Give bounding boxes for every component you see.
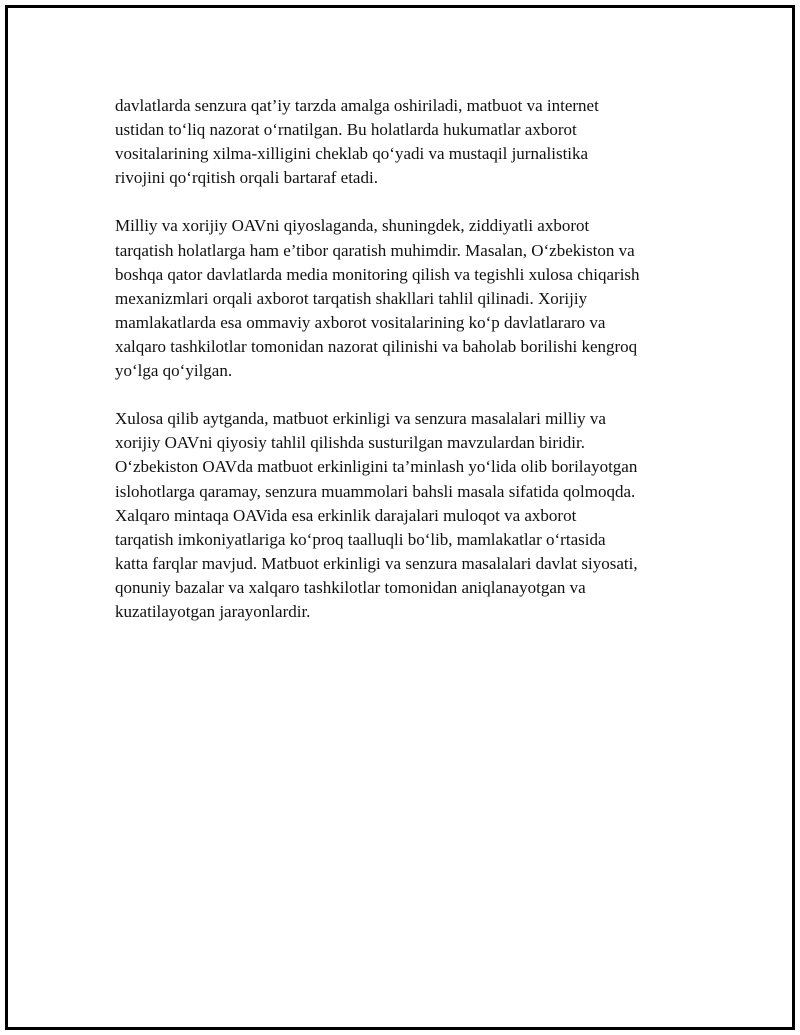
text-line: yo‘lga qo‘yilgan.	[115, 361, 233, 381]
text-line: ustidan to‘liq nazorat o‘rnatilgan. Bu holatlarda hukumatlar axborot	[115, 120, 577, 140]
text-line: islohotlarga qaramay, senzura muammolari bahsli masala sifatida qolmoqda.	[115, 481, 636, 501]
text-line: davlatlarda senzura qat’iy tarzda amalga oshiriladi, matbuot va internet	[115, 96, 599, 115]
text-line: katta farqlar mavjud. Matbuot erkinligi va senzura masalalari davlat siyosati,	[115, 553, 638, 573]
text-line: qonuniy bazalar va xalqaro tashkilotlar tomonidan aniqlanayotgan va	[115, 577, 586, 597]
text-line: rivojini qo‘rqitish orqali bartaraf etadi.	[115, 168, 378, 188]
paragraph-1	[115, 94, 715, 190]
paragraph-3	[115, 407, 715, 624]
document-body	[115, 94, 715, 648]
text-line: tarqatish imkoniyatlariga ko‘proq taalluqli bo‘lib, mamlakatlar o‘rtasida	[115, 529, 606, 549]
text-line: xorijiy OAVni qiyosiy tahlil qilishda susturilgan mavzulardan biridir.	[115, 433, 585, 453]
paragraph-2	[115, 214, 715, 383]
text-line: O‘zbekiston OAVda matbuot erkinligini ta’minlash yo‘lida olib borilayotgan	[115, 457, 638, 477]
text-line: mamlakatlarda esa ommaviy axborot vositalarining ko‘p davlatlararo va	[115, 312, 606, 332]
text-line: xalqaro tashkilotlar tomonidan nazorat qilinishi va baholab borilishi kengroq	[115, 336, 638, 356]
text-line: Xalqaro mintaqa OAVida esa erkinlik darajalari muloqot va axborot	[115, 505, 577, 525]
text-line: mexanizmlari orqali axborot tarqatish shakllari tahlil qilinadi. Xorijiy	[115, 288, 588, 308]
text-line: kuzatilayotgan jarayonlardir.	[115, 601, 311, 621]
text-line: Xulosa qilib aytganda, matbuot erkinligi va senzura masalalari milliy va	[115, 409, 606, 429]
text-line: boshqa qator davlatlarda media monitoring qilish va tegishli xulosa chiqarish	[115, 264, 640, 284]
text-line: tarqatish holatlarga ham e’tibor qaratish muhimdir. Masalan, O‘zbekiston va	[115, 240, 635, 260]
text-line: vositalarining xilma-xilligini cheklab qo‘yadi va mustaqil jurnalistika	[115, 144, 589, 164]
text-line: Milliy va xorijiy OAVni qiyoslaganda, shuningdek, ziddiyatli axborot	[115, 216, 590, 236]
